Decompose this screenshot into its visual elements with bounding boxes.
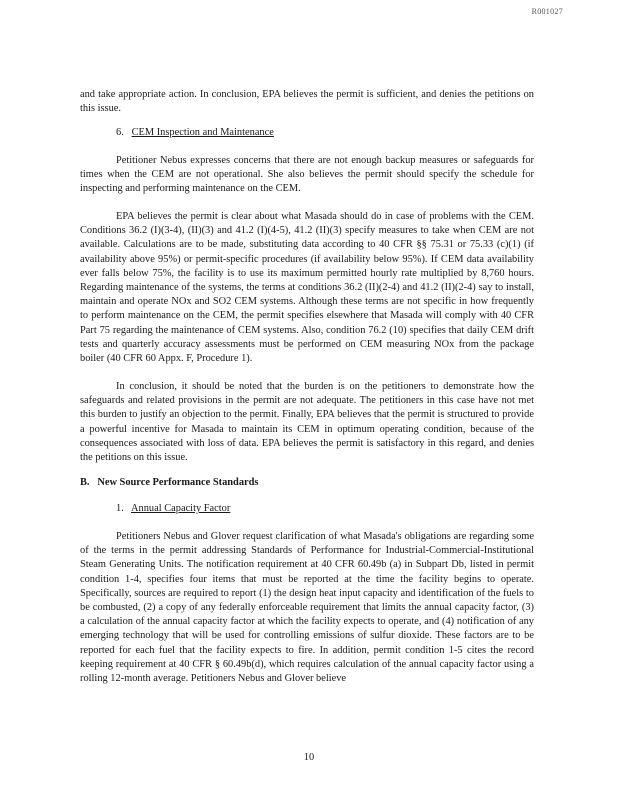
subsection-heading-capacity	[116, 502, 230, 516]
subsection-title: Annual Capacity Factor	[131, 503, 231, 514]
paragraph-epa-response: EPA believes the permit is clear about what Masada should do in case of problems with the CEM. Conditions 36.2 (I)(3-4), (II)(3) and 41.2 (I)(4-5), 41.2 (II)(3) specify measures to take when CEM are not available. Calculations are to be made, substituting data according to 40 CFR §§ 75.31 or 75.33 (c)(1) (if availability above 95%) or permit-specific procedures (if availability below 95%). If CEM data availability ever falls below 75%, the facility is to use its maximum permitted hourly rate multiplied by 8,760 hours. Regarding maintenance of the systems, the terms at conditions 36.2 (II)(2-4) and 41.2 (II)(2-4) say to install, maintain and operate NOx and SO2 CEM systems. Although these terms are not specific in how frequently to perform maintenance on the CEM, the permit specifies elsewhere that Masada will comply with 40 CFR Part 75 regarding the maintenance of CEM systems. Also, condition 76.2 (10) specifies that daily CEM drift tests and quarterly accuracy assessments must be performed on CEM measuring NOx from the package boiler (40 CFR 60 Appx. F, Procedure 1).	[80, 211, 534, 365]
paragraph-continuation: and take appropriate action. In conclusion, EPA believes the permit is sufficient, and denies the petitions on this issue.	[80, 89, 534, 115]
paragraph-nebus-concerns: Petitioner Nebus expresses concerns that there are not enough backup measures or safeguards for times when the CEM are not operational. She also believes the permit should specify the schedule for inspecting and performing maintenance on the CEM.	[80, 155, 534, 195]
page-number: 10	[303, 752, 315, 763]
section-letter: B.	[80, 477, 90, 488]
document-id: R001027	[531, 7, 563, 16]
paragraph-conclusion: In conclusion, it should be noted that the burden is on the petitioners to demonstrate how the safeguards and related provisions in the permit are not adequate. The petitioners in this case have not met this burden to justify an objection to the permit. Finally, EPA believes that the permit is structured to provide a powerful incentive for Masada to maintain its CEM in optimum operating condition, because of the consequences associated with loss of data. EPA believes the permit is satisfactory in this regard, and denies the petitions on this issue.	[80, 381, 534, 464]
section-heading-nsps	[80, 476, 258, 490]
subsection-number: 1.	[116, 503, 124, 514]
section-title: New Source Performance Standards	[97, 477, 259, 488]
section-title: CEM Inspection and Maintenance	[131, 127, 274, 138]
paragraph-capacity-factor: Petitioners Nebus and Glover request clarification of what Masada's obligations are regarding some of the terms in the permit addressing Standards of Performance for Industrial-Commercial-Institutional Steam Generating Units. The notification requirement at 40 CFR 60.49b (a) in Subpart Db, listed in permit condition 1-4, specifies four items that must be reported at the time the facility begins to operate. Specifically, sources are required to report (1) the design heat input capacity and identification of the fuels to be combusted, (2) a copy of any federally enforceable requirement that limits the annual capacity factor, (3) a calculation of the annual capacity factor at which the facility expects to operate, and (4) notification of any emerging technology that will be used for controlling emissions of sulfur dioxide. These factors are to be reported for each fuel that the facility expects to fire. In addition, permit condition 1-5 cites the record keeping requirement at 40 CFR § 60.49b(d), which requires calculation of the annual capacity factor using a rolling 12-month average. Petitioners Nebus and Glover believe	[80, 531, 534, 685]
section-number: 6.	[116, 127, 124, 138]
section-heading-cem	[116, 126, 274, 140]
